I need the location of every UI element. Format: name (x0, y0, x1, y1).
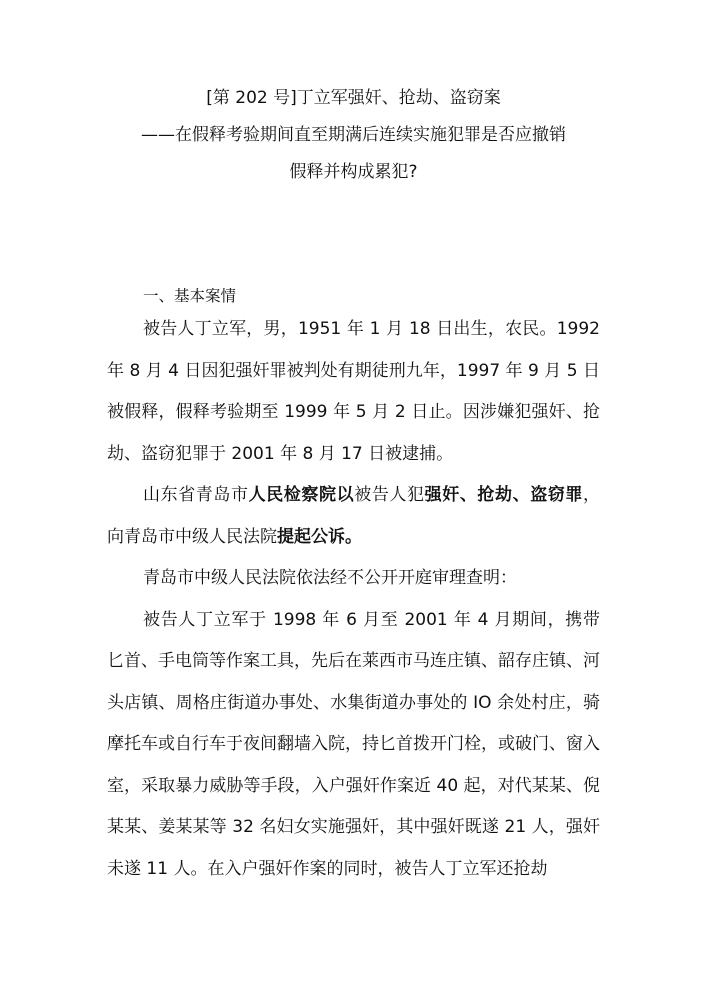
prosecution-text-2: 被告人犯 (354, 485, 425, 505)
case-title: [第 202 号]丁立军强奸、抢劫、盗窃案 (206, 88, 501, 108)
paragraph-facts: 被告人丁立军于 1998 年 6 月至 2001 年 4 月期间，携带匕首、手电筒等作案工具，先后在莱西市马连庄镇、韶存庄镇、河头店镇、周格庄街道办事处、水集街道办事处的 IO 余处村庄，骑摩托车或自行车于夜间翻墙入院，持匕首拨开门栓，或破门、窗入室，采取暴力威胁等手段，入户强奸作案近 40 起，对代某某、倪某某、姜某某等 32 名妇女实施强奸，其中强奸既遂 21 人，强奸未遂 11 人。在入户强奸作案的同时，被告人丁立军还抢劫 (107, 609, 600, 879)
case-body (107, 309, 600, 890)
prosecution-bold-indictment: 提起公诉。 (277, 526, 362, 547)
prosecution-text-1: 山东省青岛市 (143, 485, 249, 505)
paragraph-prosecution (107, 475, 600, 558)
section-heading: 一、基本案情 (143, 287, 237, 305)
prosecution-bold-procuratorate: 人民检察院以 (248, 485, 355, 505)
case-subtitle-continued: 假释并构成累犯? (289, 162, 418, 182)
prosecution-bold-charges: 强奸、抢劫、盗窃罪 (424, 485, 584, 505)
paragraph-court-finding: 青岛市中级人民法院依法经不公开开庭审理查明： (143, 568, 517, 588)
paragraph-defendant-info: 被告人丁立军，男，1951 年 1 月 18 日出生，农民。1992 年 8 月 4 日因犯强奸罪被判处有期徒刑九年，1997 年 9 月 5 日被假释，假释考验期至 1999 年 5 月 2 日止。因涉嫌犯强奸、抢劫、盗窃犯罪于 2001 年 8 月 17 日被逮捕。 (107, 319, 600, 464)
prosecution-text-3: ，向青岛市中级人民法院 (107, 485, 601, 547)
case-subtitle: ——在假释考验期间直至期满后连续实施犯罪是否应撤销 (141, 125, 566, 145)
